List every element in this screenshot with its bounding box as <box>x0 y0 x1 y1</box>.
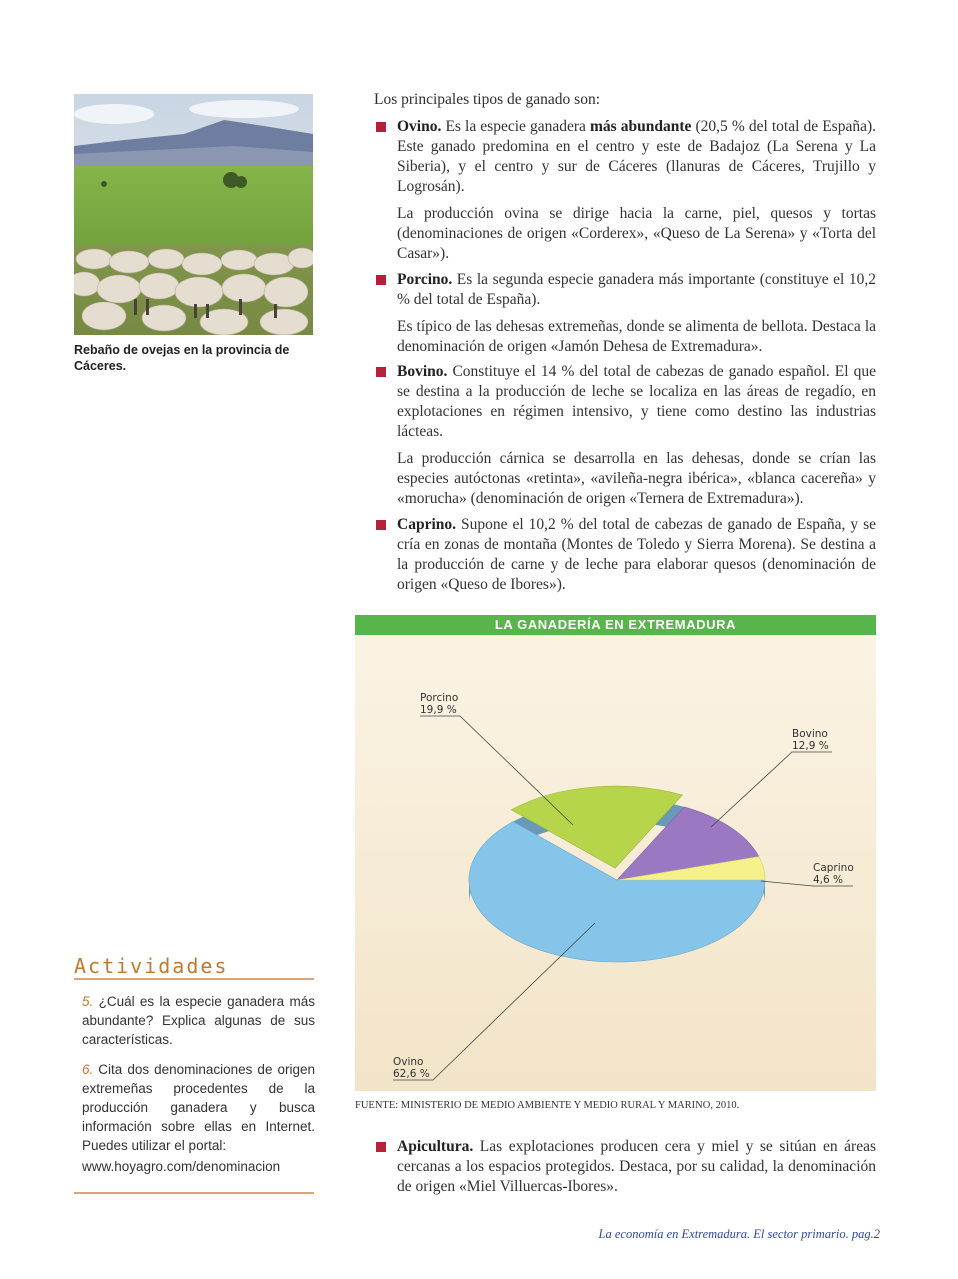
livestock-pie-chart <box>355 615 876 1091</box>
divider <box>74 1192 314 1194</box>
activity-text: ¿Cuál es la especie ganadera más abundante? Explica algunas de sus características. <box>82 994 315 1047</box>
item-text: Supone el 10,2 % del total de cabezas de ganado de España, y se cría en zonas de montaña (Montes de Toledo y Sierra Morena). Se destina a la producción de carne y de leche para elaborar quesos (denominación de origen «Queso de Ibores»). <box>397 516 876 593</box>
photo-caption: Rebaño de ovejas en la provincia de Cáceres. <box>74 343 290 373</box>
item-title: Apicultura. <box>397 1138 474 1155</box>
list-item-apicultura <box>374 1137 876 1197</box>
list-item-porcino <box>374 270 876 357</box>
item-text: Es la especie ganadera <box>445 118 590 135</box>
activity-item <box>82 992 315 1049</box>
item-title: Ovino. <box>397 118 442 135</box>
item-emphasis: más abundante <box>590 118 692 135</box>
item-title: Caprino. <box>397 516 456 533</box>
list-item-caprino <box>374 515 876 595</box>
slice-value-bovino: 12,9 % <box>792 740 829 752</box>
slice-label-porcino: Porcino <box>420 692 459 704</box>
item-paragraph: La producción ovina se dirige hacia la carne, piel, quesos y tortas (denominaciones de origen «Corderex», «Queso de La Serena» y «Torta del Casar»). <box>397 205 876 262</box>
bullet-square-icon <box>376 520 386 530</box>
slice-label-bovino: Bovino <box>792 728 828 740</box>
activities-title: Actividades <box>74 954 229 978</box>
item-paragraph: La producción cárnica se desarrolla en las dehesas, donde se crían las especies autóctonas «retinta», «avileña-negra ibérica», «blanca cacereña» y «morucha» (denominación de origen «Ternera de Extremadura»). <box>397 450 876 507</box>
item-text: (20,5 % del total de España). Este ganado predomina en el centro y este de Badajoz (La Serena y La Siberia), y el centro y sur de Cáceres (llanuras de Cáceres, Trujillo y Logrosán). <box>397 118 877 195</box>
slice-value-caprino: 4,6 % <box>813 874 844 886</box>
item-text: Las explotaciones producen cera y miel y se sitúan en áreas cercanas a los espacios protegidos. Destaca, por su calidad, la denominación de origen «Miel Villuercas-Ibores». <box>397 1138 876 1195</box>
intro-text: Los principales tipos de ganado son: <box>374 91 600 108</box>
bullet-square-icon <box>376 275 386 285</box>
bullet-square-icon <box>376 1142 386 1152</box>
item-text: Es la segunda especie ganadera más importante (constituye el 10,2 % del total de España). <box>397 271 877 308</box>
activity-text: Cita dos denominaciones de origen extremeñas procedentes de la producción ganadera y busca información sobre ellas en Internet. Puedes utilizar el portal: <box>82 1062 315 1153</box>
item-paragraph: Es típico de las dehesas extremeñas, donde se alimenta de bellota. Destaca la denominación de origen «Jamón Dehesa de Extremadura». <box>397 318 876 355</box>
leader-line-bovino <box>711 752 832 827</box>
item-title: Porcino. <box>397 271 453 288</box>
page-footer: La economía en Extremadura. El sector primario. pag.2 <box>598 1227 880 1241</box>
pie-chart-svg <box>355 635 876 1091</box>
chart-title: LA GANADERÍA EN EXTREMADURA <box>355 615 876 635</box>
slice-value-porcino: 19,9 % <box>420 704 457 716</box>
bullet-square-icon <box>376 367 386 377</box>
list-item-ovino <box>374 117 876 264</box>
bullet-square-icon <box>376 122 386 132</box>
chart-source: FUENTE: MINISTERIO DE MEDIO AMBIENTE Y MEDIO RURAL Y MARINO, 2010. <box>355 1100 740 1111</box>
activity-item <box>82 1060 315 1155</box>
sheep-flock-photo <box>74 94 313 335</box>
slice-label-ovino: Ovino <box>393 1056 424 1068</box>
slice-value-ovino: 62,6 % <box>393 1068 430 1080</box>
divider <box>74 978 314 980</box>
activity-number: 6. <box>82 1062 94 1077</box>
slice-label-caprino: Caprino <box>813 862 854 874</box>
activity-number: 5. <box>82 994 94 1009</box>
portal-link[interactable]: www.hoyagro.com/denominacion <box>82 1159 281 1174</box>
list-item-bovino <box>374 362 876 509</box>
item-title: Bovino. <box>397 363 448 380</box>
item-text: Constituye el 14 % del total de cabezas de ganado español. El que se destina a la producción de leche se localiza en las áreas de regadío, en explotaciones en régimen intensivo, y tiene como destino las industrias lácteas. <box>397 363 877 440</box>
